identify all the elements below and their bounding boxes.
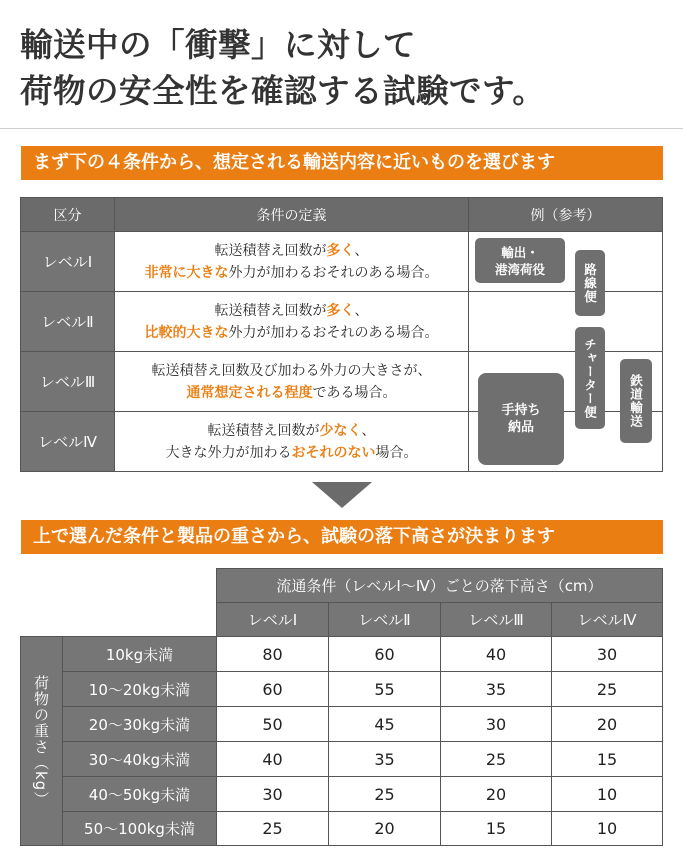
- level-header-2: レベルⅡ: [328, 602, 441, 637]
- value-cell: 80: [216, 636, 329, 672]
- weight-row-label: 40～50kg未満: [62, 776, 217, 812]
- def-highlight: 比較的大きな: [144, 324, 229, 341]
- down-arrow-icon: [312, 482, 372, 508]
- value-cell: 20: [551, 706, 663, 742]
- def-text: 外力が加わるおそれのある場合。: [228, 324, 439, 341]
- value-cell: 55: [328, 671, 441, 707]
- def-text: 、: [361, 422, 376, 439]
- page-title: [20, 22, 670, 114]
- value-cell: 25: [328, 776, 441, 812]
- weight-side-label: [20, 636, 63, 846]
- title-line-1: 輸送中の「衝撃」に対して: [20, 26, 417, 64]
- table2-top-header: 流通条件（レベルⅠ～Ⅳ）ごとの落下高さ（cm）: [216, 568, 663, 603]
- weight-row-label: 30～40kg未満: [62, 741, 217, 777]
- value-cell: 25: [216, 811, 329, 846]
- def-highlight: 多く: [326, 302, 355, 319]
- level-header-1: レベルⅠ: [216, 602, 329, 637]
- tag-hand-carry: 手持ち 納品: [478, 373, 564, 465]
- step1-banner: まず下の４条件から、想定される輸送内容に近いものを選びます: [21, 146, 663, 180]
- def-text: 外力が加わるおそれのある場合。: [228, 264, 439, 281]
- value-cell: 60: [328, 636, 441, 672]
- header-category: 区分: [20, 197, 115, 232]
- value-cell: 30: [216, 776, 329, 812]
- level-3-definition: [114, 351, 469, 412]
- def-text: 、: [354, 302, 369, 319]
- def-text: 、: [354, 242, 369, 259]
- weight-row-label: 50～100kg未満: [62, 811, 217, 846]
- value-cell: 20: [440, 776, 552, 812]
- header-example: 例（参考）: [468, 197, 663, 232]
- value-cell: 35: [328, 741, 441, 777]
- value-cell: 40: [440, 636, 552, 672]
- value-cell: 35: [440, 671, 552, 707]
- value-cell: 60: [216, 671, 329, 707]
- level-4-label: レベルⅣ: [20, 411, 115, 472]
- level-header-4: レベルⅣ: [551, 602, 663, 637]
- weight-side-label-text: 荷物の重さ（kg）: [32, 674, 50, 808]
- def-text: 転送積替え回数及び加わる外力の大きさが、: [151, 362, 432, 379]
- def-text: 転送積替え回数が: [214, 302, 327, 319]
- value-cell: 45: [328, 706, 441, 742]
- value-cell: 30: [440, 706, 552, 742]
- tag-rail-mail: 路線便: [575, 250, 605, 316]
- value-cell: 20: [328, 811, 441, 846]
- value-cell: 25: [440, 741, 552, 777]
- value-cell: 15: [440, 811, 552, 846]
- value-cell: 10: [551, 811, 663, 846]
- title-divider: [0, 128, 683, 129]
- tag-charter: チャーター便: [575, 327, 605, 429]
- value-cell: 30: [551, 636, 663, 672]
- def-highlight: 少なく: [319, 422, 362, 439]
- weight-row-label: 20～30kg未満: [62, 706, 217, 742]
- tag-export-port: 輸出・ 港湾荷役: [475, 238, 565, 283]
- weight-row-label: 10～20kg未満: [62, 671, 217, 707]
- def-text: である場合。: [312, 384, 397, 401]
- value-cell: 25: [551, 671, 663, 707]
- def-highlight: 非常に大きな: [144, 264, 229, 281]
- level-2-label: レベルⅡ: [20, 291, 115, 352]
- level-1-definition: [114, 231, 469, 292]
- def-text: 転送積替え回数が: [207, 422, 320, 439]
- def-text: 大きな外力が加わる: [165, 444, 292, 461]
- header-definition: 条件の定義: [114, 197, 469, 232]
- weight-row-label: 10kg未満: [62, 636, 217, 672]
- level-4-definition: [114, 411, 469, 472]
- value-cell: 15: [551, 741, 663, 777]
- step2-banner: 上で選んだ条件と製品の重さから、試験の落下高さが決まります: [21, 520, 663, 554]
- value-cell: 50: [216, 706, 329, 742]
- def-text: 場合。: [375, 444, 418, 461]
- def-text: 転送積替え回数が: [214, 242, 327, 259]
- example-cell-2: [468, 291, 663, 352]
- value-cell: 10: [551, 776, 663, 812]
- value-cell: 40: [216, 741, 329, 777]
- def-highlight: 多く: [326, 242, 355, 259]
- def-highlight: おそれのない: [291, 444, 376, 461]
- level-1-label: レベルⅠ: [20, 231, 115, 292]
- tag-railway: 鉄道輸送: [620, 359, 652, 443]
- level-3-label: レベルⅢ: [20, 351, 115, 412]
- level-header-3: レベルⅢ: [440, 602, 552, 637]
- def-highlight: 通常想定される程度: [186, 384, 313, 401]
- level-2-definition: [114, 291, 469, 352]
- title-line-2: 荷物の安全性を確認する試験です。: [20, 72, 546, 110]
